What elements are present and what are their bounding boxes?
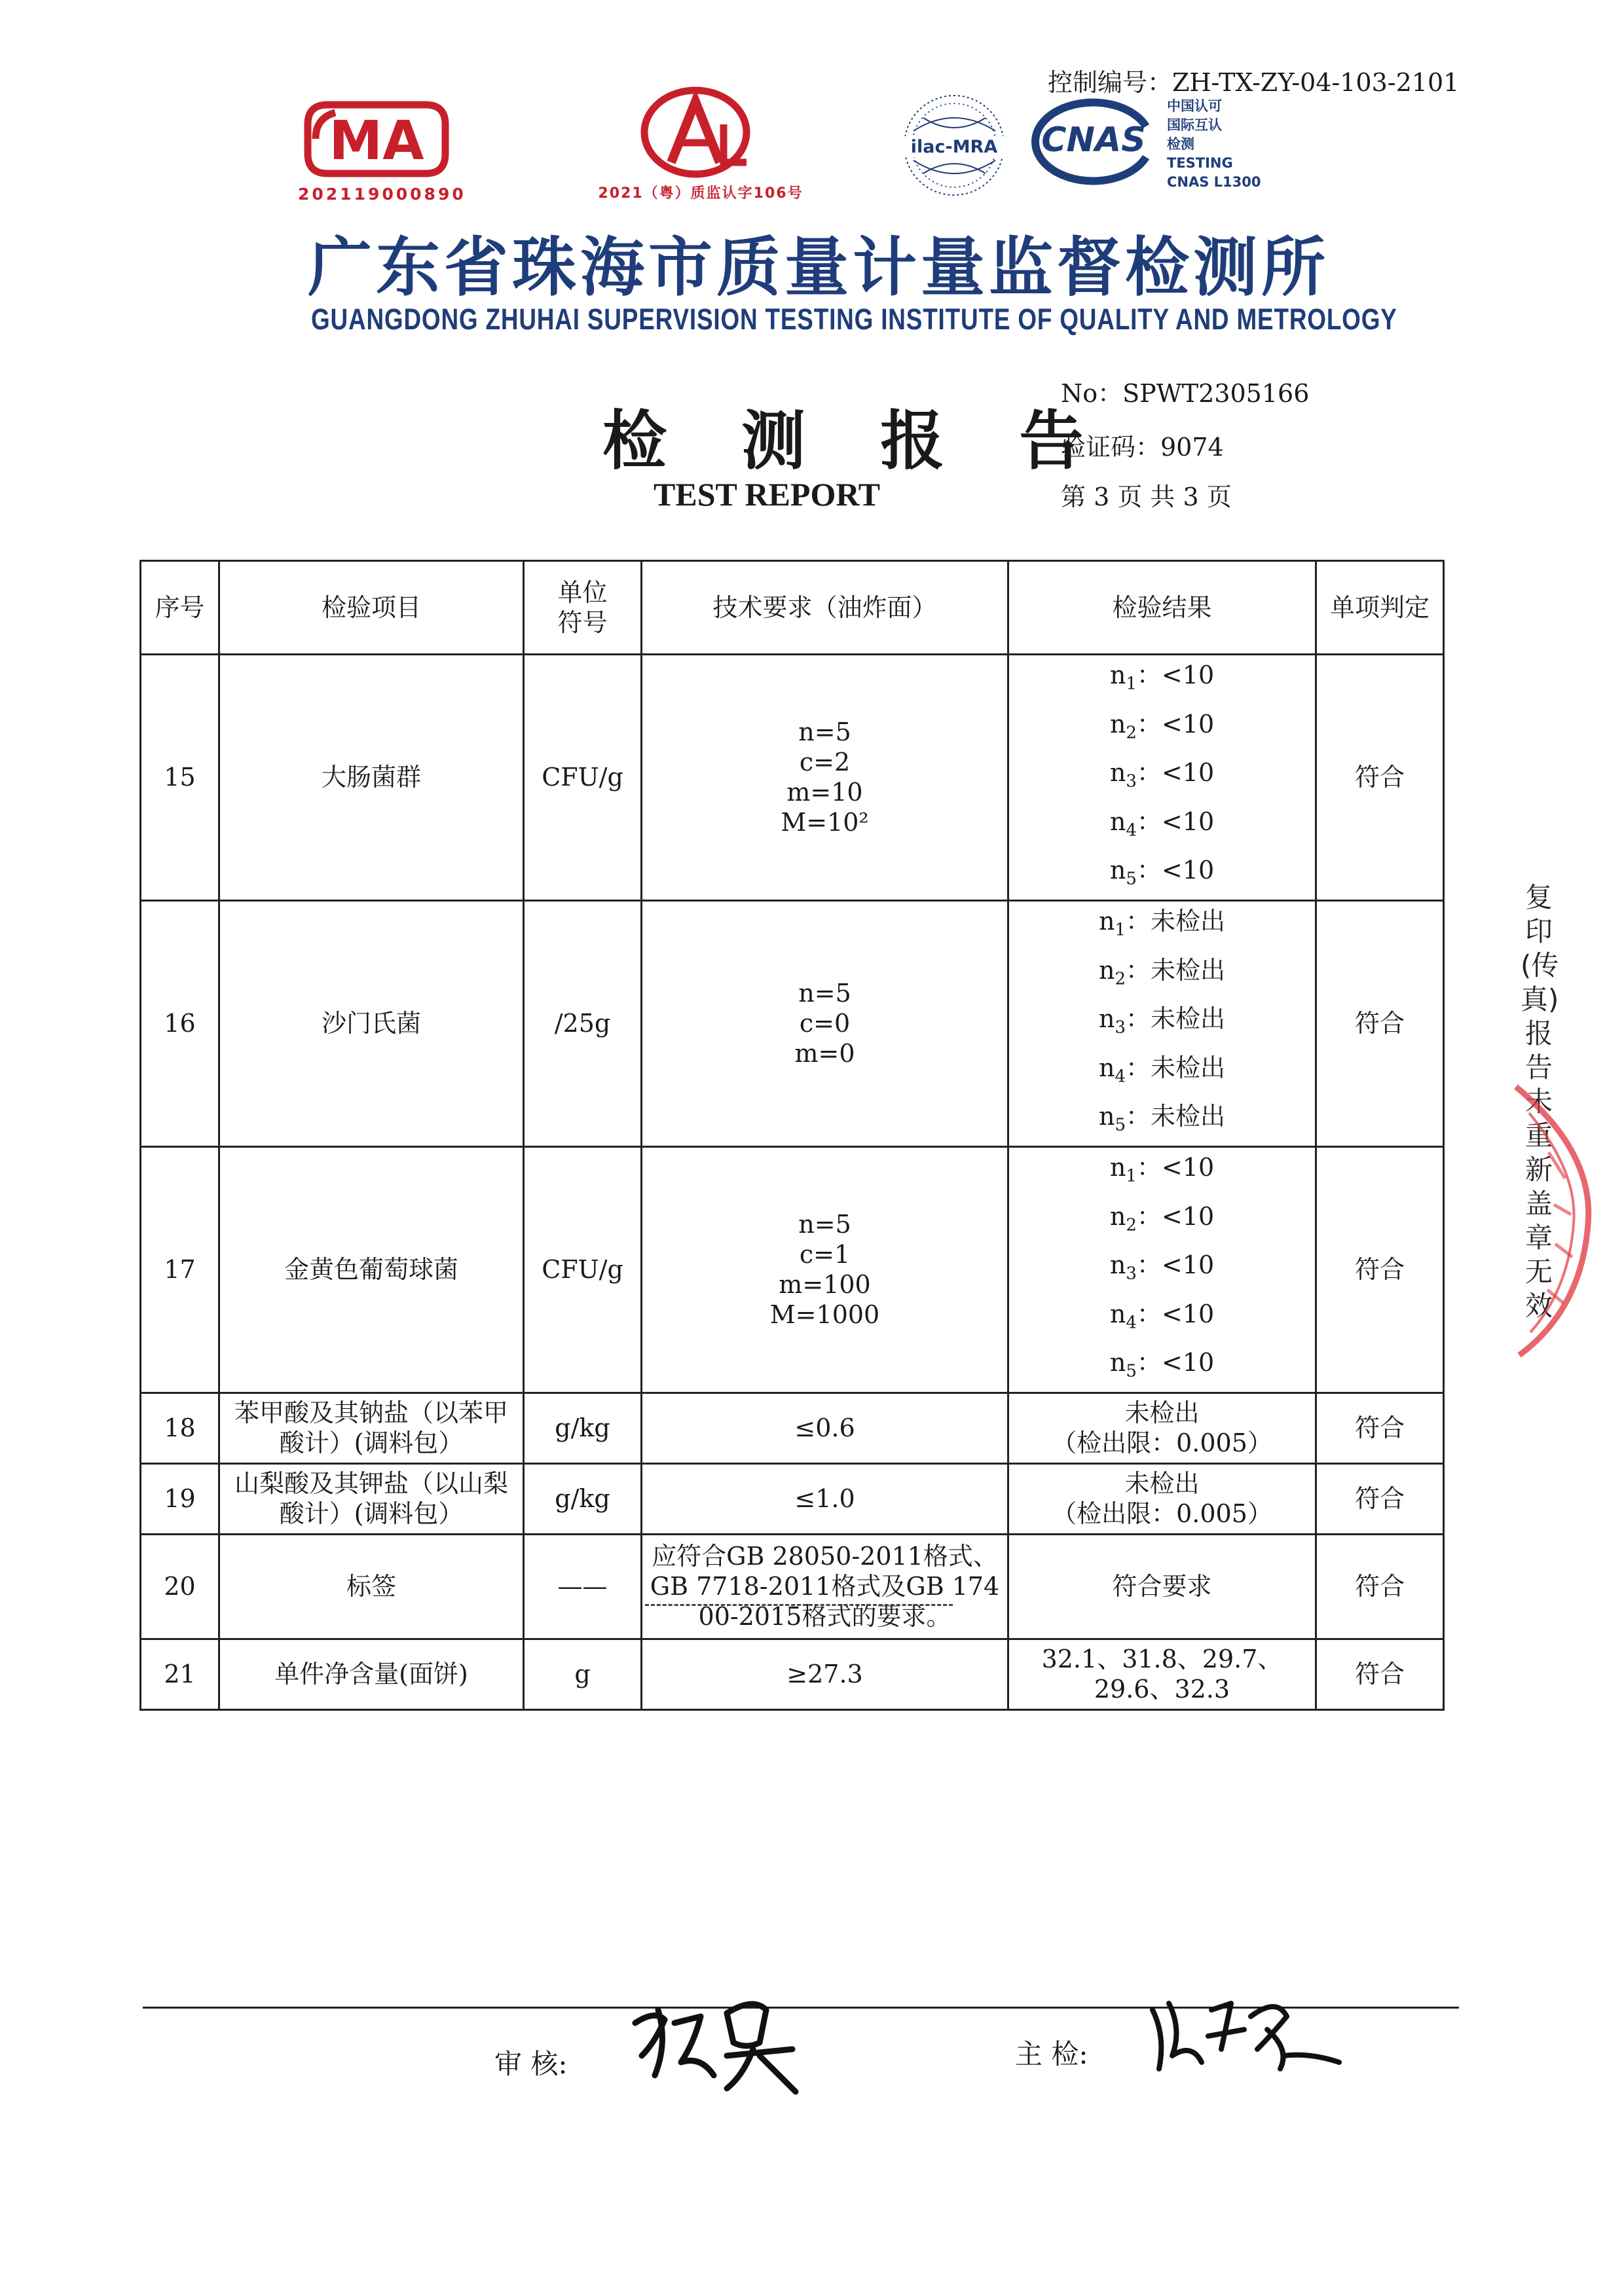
req-line: n=5 [798,718,851,747]
row-item: 山梨酸及其钾盐（以山梨酸计）(调料包） [219,1463,524,1534]
row-requirement [642,655,1008,901]
row-unit: —— [524,1534,642,1639]
svg-text:CNAS: CNAS [1041,120,1146,160]
req-line: M=1000 [769,1300,880,1330]
header-seq: 序号 [141,561,219,655]
row-no: 17 [141,1146,219,1393]
result-value: <10 [1161,1299,1215,1328]
reviewer-label: 审 核: [494,2048,568,2080]
row-verdict: 符合 [1316,900,1444,1146]
result-line: $n_5$：未检出 [1098,1102,1226,1135]
header-result: 检验结果 [1008,561,1316,655]
test-results-table [139,560,1445,1711]
result-value: <10 [1161,758,1215,788]
result-line: $n_5$：<10 [1109,1348,1215,1381]
result-value: <10 [1161,1152,1215,1182]
row-item: 金黄色葡萄球菌 [219,1146,524,1393]
result-value: <10 [1161,1250,1215,1280]
result-value: 未检出 [1151,906,1226,936]
row-unit: /25g [524,900,642,1146]
row-unit: g/kg [524,1463,642,1534]
row-item: 沙门氏菌 [219,900,524,1146]
row-requirement: ≤1.0 [642,1463,1008,1534]
result-line: $n_3$：<10 [1109,758,1215,792]
result-line: $n_1$：未检出 [1098,906,1226,940]
result-line: $n_5$：<10 [1109,856,1215,889]
row-result [1008,655,1316,901]
row-item: 苯甲酸及其钠盐（以苯甲酸计）(调料包） [219,1393,524,1463]
row-no: 19 [141,1463,219,1534]
result-value: <10 [1161,1348,1215,1377]
result-value: 未检出 [1151,955,1226,985]
row-item: 标签 [219,1534,524,1639]
cma-code: 202119000890 [298,185,466,204]
result-line: 未检出 [1124,1469,1200,1499]
cnas-line: 国际互认 [1167,117,1222,133]
result-value: <10 [1161,1201,1215,1231]
row-requirement: ≥27.3 [642,1639,1008,1709]
inspector-signature-icon [1146,1990,1342,2082]
result-line: （检出限：0.005） [1052,1429,1272,1458]
req-line: m=0 [794,1039,855,1068]
row-result [1008,900,1316,1146]
table-row [141,1393,1444,1463]
row-unit: CFU/g [524,1146,642,1393]
reviewer-signature-icon [629,1984,819,2095]
row-no: 16 [141,900,219,1146]
req-line: c=1 [799,1240,851,1269]
result-line: $n_2$：未检出 [1098,955,1226,989]
row-item: 单件净含量(面饼) [219,1639,524,1709]
row-result [1008,1393,1316,1463]
page-indicator: 第 3 页 共 3 页 [1061,483,1232,511]
row-verdict: 符合 [1316,1463,1444,1534]
result-line: $n_4$：未检出 [1098,1053,1226,1087]
req-line: n=5 [798,1210,851,1239]
row-no: 20 [141,1534,219,1639]
row-unit: CFU/g [524,655,642,901]
row-requirement: ≤0.6 [642,1393,1008,1463]
table-row [141,900,1444,1146]
cma-logo-icon [301,98,452,180]
req-line: c=2 [799,748,851,777]
header-verdict: 单项判定 [1316,561,1444,655]
req-line: n=5 [798,979,851,1008]
report-title-en: TEST REPORT [654,476,881,513]
result-value: 未检出 [1151,1102,1226,1131]
cal-logo-icon [638,85,753,183]
header-requirement: 技术要求（油炸面） [642,561,1008,655]
row-requirement [642,900,1008,1146]
result-line: $n_3$：<10 [1109,1250,1215,1284]
result-value: <10 [1161,709,1215,738]
result-line: （检出限：0.005） [1052,1499,1272,1529]
row-verdict: 符合 [1316,1393,1444,1463]
table-row [141,655,1444,901]
ilac-mra-logo-icon [900,92,1008,200]
result-line: $n_1$：<10 [1109,1152,1215,1186]
cnas-line: TESTING [1167,155,1233,171]
table-row [141,1146,1444,1393]
header-item: 检验项目 [219,561,524,655]
header-unit: 单位 符号 [524,561,642,655]
control-number: 控制编号：ZH-TX-ZY-04-103-2101 [1048,68,1460,97]
row-requirement [642,1146,1008,1393]
row-verdict: 符合 [1316,1146,1444,1393]
req-line: M=10² [781,808,869,837]
row-verdict: 符合 [1316,1534,1444,1639]
result-line: $n_3$：未检出 [1098,1004,1226,1038]
row-verdict: 符合 [1316,655,1444,901]
report-number: No：SPWT2305166 [1061,379,1310,408]
row-result: 符合要求 [1008,1534,1316,1639]
table-header-row [141,561,1444,655]
result-value: <10 [1161,856,1215,885]
req-line: m=100 [779,1270,871,1300]
row-unit: g/kg [524,1393,642,1463]
result-value: 未检出 [1151,1053,1226,1082]
result-value: 未检出 [1151,1004,1226,1034]
row-item: 大肠菌群 [219,655,524,901]
row-result [1008,1639,1316,1709]
verification-code: 验证码：9074 [1061,433,1224,462]
cnas-line: 检测 [1167,136,1194,152]
row-result [1008,1146,1316,1393]
cnas-line: 中国认可 [1167,98,1222,114]
svg-text:ilac-MRA: ilac-MRA [910,137,998,157]
red-seal-stamp-icon [1503,1074,1601,1368]
institute-name-cn: 广东省珠海市质量计量监督检测所 [308,230,1330,305]
result-line: 32.1、31.8、29.7、 [1041,1645,1283,1674]
row-no: 21 [141,1639,219,1709]
cal-code: 2021（粤）质监认字106号 [598,185,803,202]
cnas-logo-icon [1028,97,1156,185]
req-line: m=10 [786,778,863,807]
row-result [1008,1463,1316,1534]
inspector-label: 主 检: [1015,2038,1088,2070]
cnas-line: CNAS L1300 [1167,174,1261,190]
row-requirement: 应符合GB 28050-2011格式、GB 7718-2011格式及GB 17400-2015格式的要求。 [642,1534,1008,1639]
institute-name-en: GUANGDONG ZHUHAI SUPERVISION TESTING INSTITUTE OF QUALITY AND METROLOGY [311,302,1397,336]
row-verdict: 符合 [1316,1639,1444,1709]
req-line: c=0 [799,1009,851,1038]
result-value: <10 [1161,807,1215,836]
result-line: $n_2$：<10 [1109,1201,1215,1235]
svg-text:MA: MA [329,110,424,172]
row-no: 18 [141,1393,219,1463]
result-line: $n_1$：<10 [1109,661,1215,694]
result-line: $n_4$：<10 [1109,807,1215,841]
table-row [141,1463,1444,1534]
copy-validity-note: 复印(传真)报告未重新盖章无效 [1521,881,1559,1322]
table-row [141,1639,1444,1709]
result-line: $n_4$：<10 [1109,1299,1215,1333]
result-value: <10 [1161,661,1215,689]
row-unit: g [524,1639,642,1709]
report-title-cn: 检 测 报 告 [602,403,1110,479]
end-of-table-divider [645,1604,953,1606]
result-line: $n_2$：<10 [1109,709,1215,743]
result-line: 未检出 [1124,1398,1200,1428]
row-no: 15 [141,655,219,901]
cnas-accreditation-text [1167,97,1298,192]
result-line: 29.6、32.3 [1094,1675,1230,1704]
table-row [141,1534,1444,1639]
